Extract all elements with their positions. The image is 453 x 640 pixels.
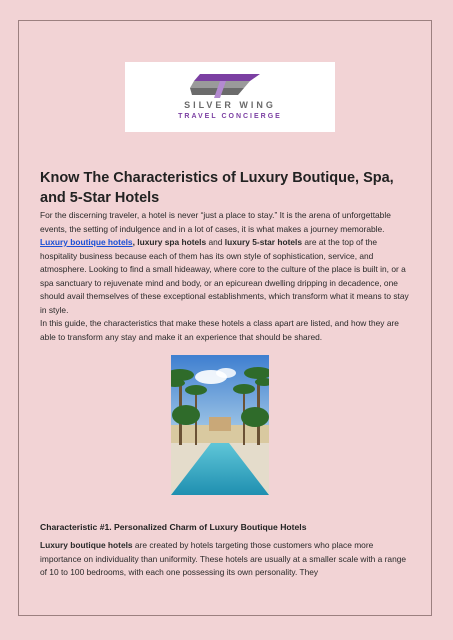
company-logo — [125, 62, 335, 132]
luxury-spa-hotels-text: luxury spa hotels — [137, 237, 207, 247]
luxury-boutique-hotels-bold: Luxury boutique hotels — [40, 540, 133, 550]
intro-text-c: and — [206, 237, 225, 247]
hotel-pool-photo — [171, 355, 269, 495]
luxury-boutique-hotels-link[interactable]: Luxury boutique hotels — [40, 237, 133, 247]
characteristic-1-paragraph — [40, 539, 410, 580]
characteristic-1-text: are created by hotels targeting those customers who place more importance on individuality than uniformity. These hotels are usually at a smaller scale with a range of 10 to 100 bedrooms, with each one possessing its own personality. They — [40, 540, 407, 577]
intro-text-b: , — [132, 237, 138, 247]
wing-logo-icon — [190, 72, 270, 100]
intro-text-d: are at the top of the hospitality business because each of them has its own style of sophistication, service, and atmosphere. Looking to find a small hideaway, where core to the culture of the place is built in, or a spa sanctuary to rejuvenate mind and body, or an epicurean dwelling dripping in decadence, one should avail themselves of these exceptional establishments, which transform what it means to stay in style. — [40, 237, 409, 315]
palm-pool-icon — [171, 355, 269, 495]
article-title: Know The Characteristics of Luxury Boutique, Spa, and 5-Star Hotels — [40, 170, 394, 206]
intro-paragraph — [40, 209, 410, 344]
intro-text-a: For the discerning traveler, a hotel is never “just a place to stay.” It is the arena of unforgettable events, the setting of indulgence and in a lot of cases, it is what makes a journey memorable. — [40, 210, 391, 234]
logo-text-travel-concierge: TRAVEL CONCIERGE — [178, 113, 282, 120]
logo-text-silver-wing: SILVER WING — [184, 100, 276, 110]
luxury-5-star-hotels-text: luxury 5-star hotels — [224, 237, 303, 247]
guide-paragraph: In this guide, the characteristics that make these hotels a class apart are listed, and how they are able to transform any stay and make it an experience that should be shared. — [40, 318, 399, 342]
section-heading-characteristic-1: Characteristic #1. Personalized Charm of Luxury Boutique Hotels — [40, 522, 307, 532]
